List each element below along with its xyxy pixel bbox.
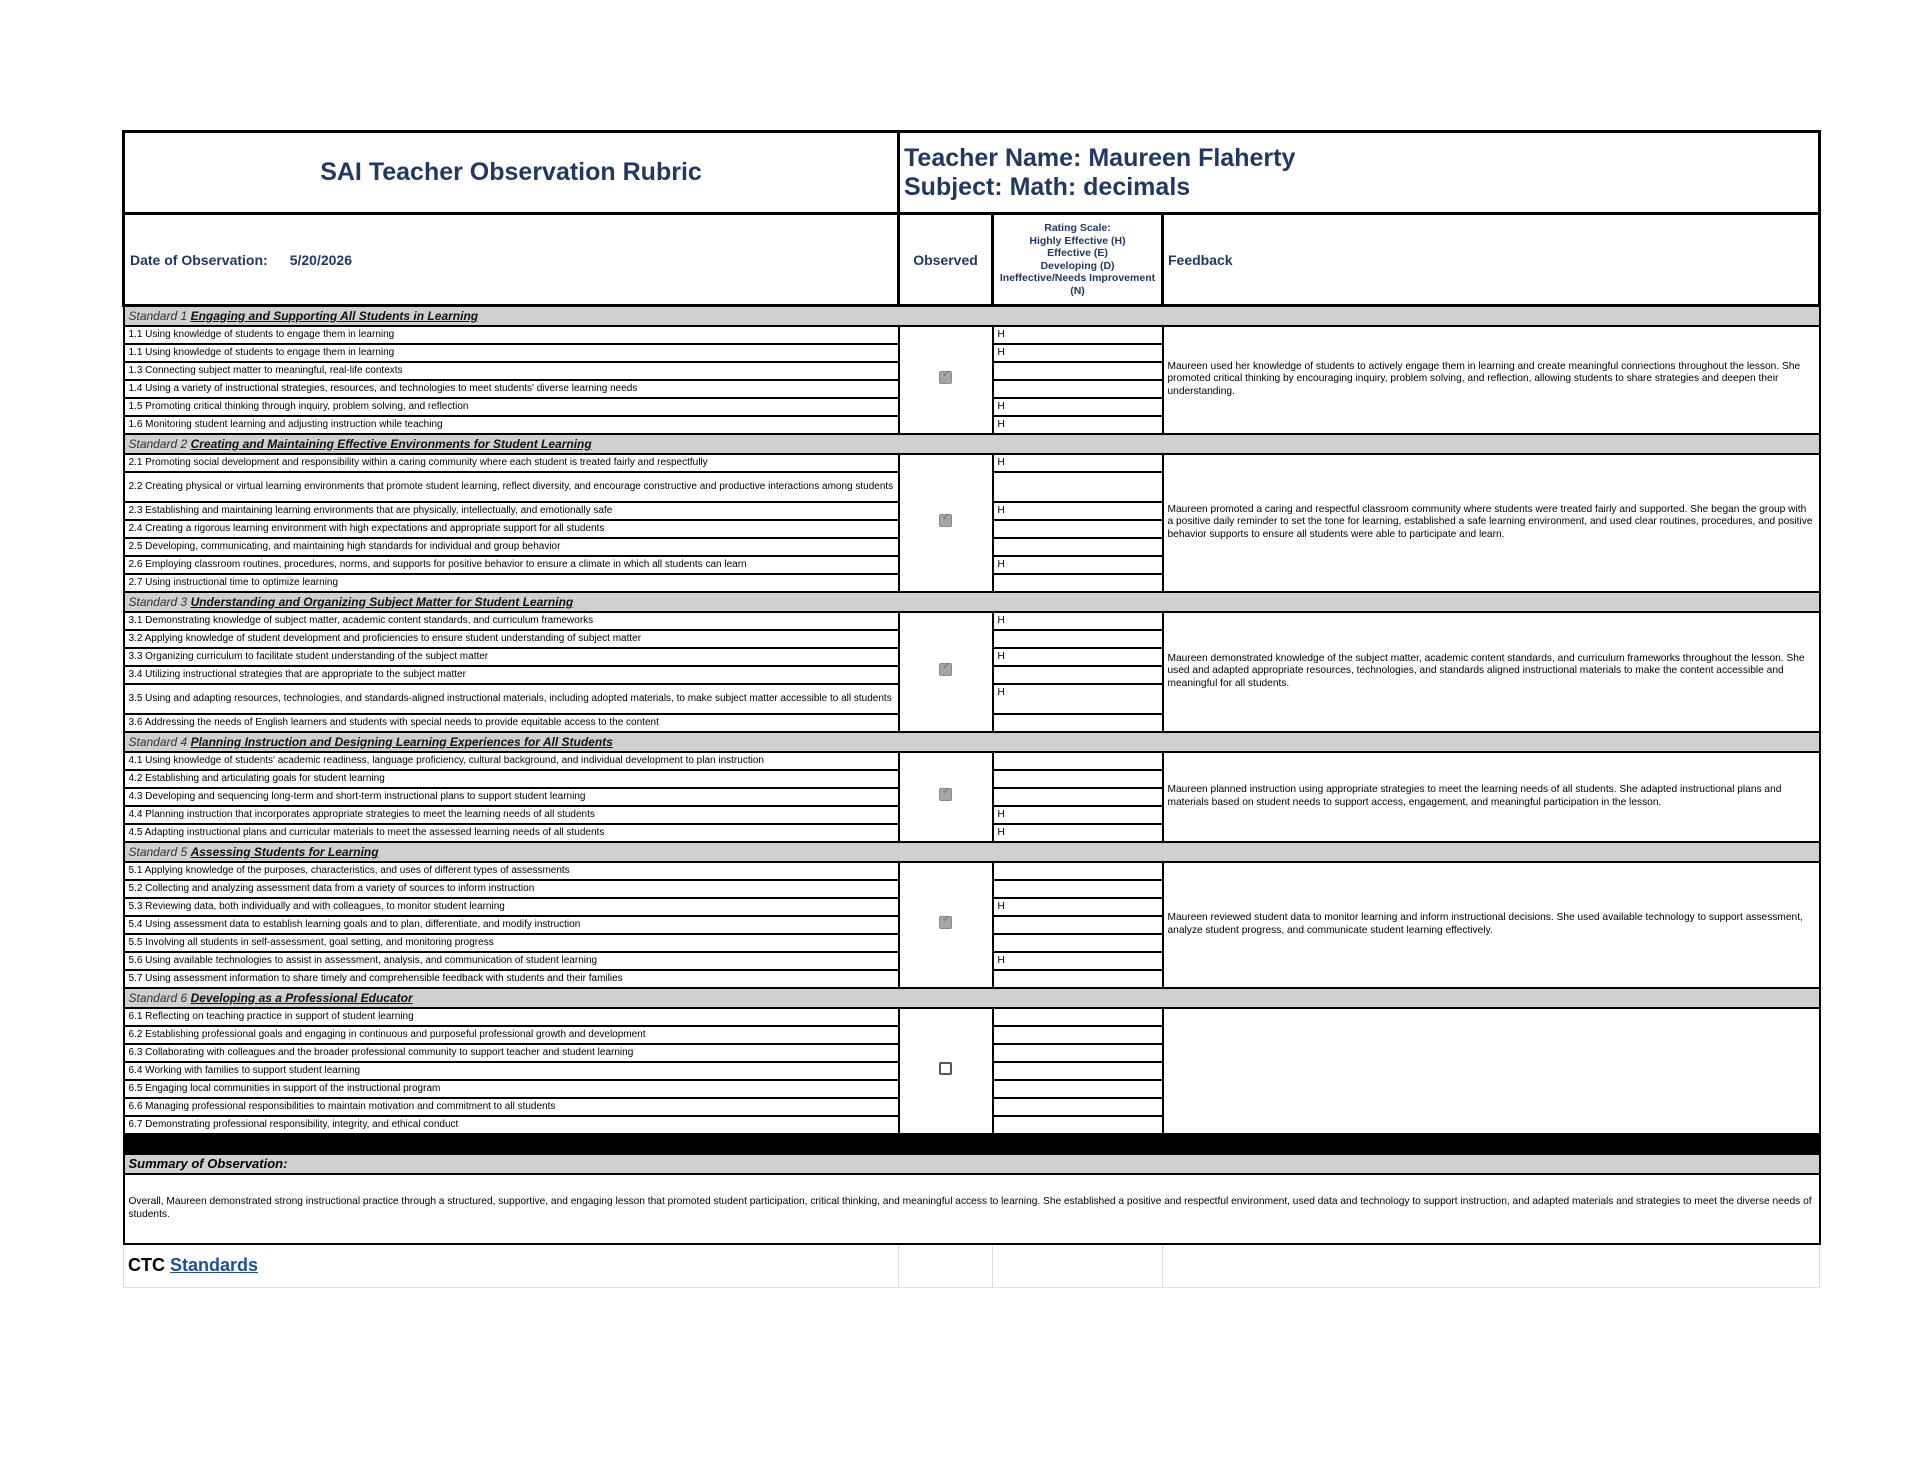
rating-cell[interactable] [993,538,1163,556]
criterion-text: 4.5 Adapting instructional plans and curricular materials to meet the assessed learning needs of all students [124,824,899,842]
checkmark-icon: ✓ [942,368,951,380]
feedback-cell[interactable] [1163,1008,1820,1134]
observed-cell [899,454,993,592]
criterion-text: 1.3 Connecting subject matter to meaningful, real-life contexts [124,362,899,380]
criterion-text: 6.2 Establishing professional goals and engaging in continuous and purposeful professional growth and development [124,1026,899,1044]
rating-cell[interactable]: H [993,556,1163,574]
standard-number: Standard 5 [128,844,188,859]
criterion-text: 5.6 Using available technologies to assist in assessment, analysis, and communication of student learning [124,952,899,970]
standard-title: Planning Instruction and Designing Learning Experiences for All Students [190,734,613,749]
standard-header-cell [124,434,1820,454]
standard-title: Developing as a Professional Educator [190,990,413,1005]
standard-title: Creating and Maintaining Effective Environments for Student Learning [190,436,592,451]
rating-cell[interactable] [993,1044,1163,1062]
standard-number: Standard 6 [128,990,188,1005]
rating-scale-line: Highly Effective (H) [1029,234,1126,247]
observed-cell [899,862,993,988]
rating-cell[interactable] [993,862,1163,880]
feedback-cell[interactable]: Maureen used her knowledge of students to actively engage them in learning and create meaningful connections throughout the lesson. She promoted critical thinking by encouraging inquiry, problem solving, and reflection, allowing students to share strategies and deepen their understanding. [1163,326,1820,434]
criterion-text: 2.3 Establishing and maintaining learning environments that are physically, intellectually, and emotionally safe [124,502,899,520]
standard-header-cell [124,732,1820,752]
rating-cell[interactable] [993,362,1163,380]
rating-scale-line: Ineffective/Needs Improvement [999,272,1156,284]
rating-scale-line: Rating Scale: [1044,222,1111,234]
rating-cell[interactable] [993,1080,1163,1098]
standard-header [124,732,1820,752]
criterion-text: 1.4 Using a variety of instructional strategies, resources, and technologies to meet students' diverse learning needs [124,380,899,398]
observed-header: Observed [899,214,993,306]
standard-title: Assessing Students for Learning [190,844,379,859]
rating-cell[interactable] [993,1008,1163,1026]
standard-number: Standard 1 [128,308,188,323]
criterion-text: 2.1 Promoting social development and responsibility within a caring community where each student is treated fairly and respectfully [124,454,899,472]
criterion-row [124,862,1820,880]
rating-cell[interactable] [993,934,1163,952]
criterion-text: 3.2 Applying knowledge of student development and proficiencies to ensure student understanding of subject matter [124,630,899,648]
criterion-text: 5.5 Involving all students in self-assessment, goal setting, and monitoring progress [124,934,899,952]
observed-checkbox[interactable] [939,660,952,676]
rating-cell[interactable] [993,1026,1163,1044]
criterion-row [124,612,1820,630]
rating-cell[interactable]: H [993,326,1163,344]
rating-cell[interactable]: H [993,502,1163,520]
standard-number: Standard 2 [128,436,188,451]
rating-cell[interactable] [993,880,1163,898]
standards-link[interactable]: Standards [170,1255,259,1276]
rating-cell[interactable]: H [993,806,1163,824]
criterion-text: 3.5 Using and adapting resources, technologies, and standards-aligned instructional materials, including adopted materials, to make subject matter accessible to all students [124,684,899,714]
checkmark-icon: ✓ [942,660,951,672]
criterion-text: 2.7 Using instructional time to optimize learning [124,574,899,592]
rubric-title: SAI Teacher Observation Rubric [124,132,899,214]
criterion-text: 3.3 Organizing curriculum to facilitate student understanding of the subject matter [124,648,899,666]
criterion-text: 3.4 Utilizing instructional strategies that are appropriate to the subject matter [124,666,899,684]
subject: Subject: Math: decimals [904,172,1191,201]
rating-scale-line: Effective (E) [1047,247,1108,259]
rating-scale-header [993,214,1163,306]
rating-scale-line: Developing (D) [1040,259,1115,272]
empty-cell [1163,1244,1820,1288]
criterion-text: 3.6 Addressing the needs of English learners and students with special needs to provide equitable access to the content [124,714,899,732]
rating-cell[interactable] [993,752,1163,770]
observed-checkbox[interactable] [939,511,952,527]
date-label: Date of Observation: [130,251,268,268]
standard-header-cell [124,306,1820,326]
observed-cell [899,1008,993,1134]
criterion-text: 6.5 Engaging local communities in support of the instructional program [124,1080,899,1098]
rating-cell[interactable]: H [993,824,1163,842]
standard-header [124,592,1820,612]
feedback-cell[interactable]: Maureen promoted a caring and respectful classroom community where students were treated fairly and supported. She began the group with a positive daily reminder to set the tone for learning, established a safe learning environment, and used clear routines, procedures, and positive behavior supports to ensure all students were able to participate and learn. [1163,454,1820,592]
rating-cell[interactable]: H [993,648,1163,666]
criterion-text: 2.2 Creating physical or virtual learning environments that promote student learning, reflect diversity, and encourage constructive and productive interactions among students [124,472,899,502]
standard-header-cell [124,842,1820,862]
rating-cell[interactable]: H [993,952,1163,970]
criterion-row [124,326,1820,344]
criterion-text: 4.2 Establishing and articulating goals for student learning [124,770,899,788]
rating-cell[interactable] [993,380,1163,398]
rating-cell[interactable]: H [993,898,1163,916]
criterion-text: 6.1 Reflecting on teaching practice in support of student learning [124,1008,899,1026]
standard-number: Standard 3 [128,594,188,609]
rating-cell[interactable] [993,1116,1163,1134]
rating-cell[interactable] [993,472,1163,502]
rating-cell[interactable]: H [993,684,1163,714]
standard-header-cell [124,988,1820,1008]
rating-cell[interactable] [993,574,1163,592]
criterion-text: 4.3 Developing and sequencing long-term and short-term instructional plans to support student learning [124,788,899,806]
rating-cell[interactable] [993,630,1163,648]
rating-cell[interactable] [993,1098,1163,1116]
criterion-text: 1.1 Using knowledge of students to engage them in learning [124,344,899,362]
criterion-text: 3.1 Demonstrating knowledge of subject matter, academic content standards, and curriculum frameworks [124,612,899,630]
criterion-text: 6.6 Managing professional responsibilities to maintain motivation and commitment to all students [124,1098,899,1116]
feedback-cell[interactable]: Maureen demonstrated knowledge of the subject matter, academic content standards, and curriculum frameworks throughout the lesson. She used and adapted appropriate resources, technologies, and standards aligned instructional materials to make the content accessible and meaningful for all students. [1163,612,1820,732]
rating-cell[interactable]: H [993,454,1163,472]
rating-cell[interactable] [993,770,1163,788]
checkmark-icon: ✓ [942,511,951,523]
criterion-text: 5.4 Using assessment data to establish learning goals and to plan, differentiate, and modify instruction [124,916,899,934]
criterion-text: 2.6 Employing classroom routines, procedures, norms, and supports for positive behavior to ensure a climate in which all students can learn [124,556,899,574]
rating-scale-line: (N) [1070,284,1085,297]
empty-cell [899,1244,993,1288]
criterion-text: 1.1 Using knowledge of students to engage them in learning [124,326,899,344]
checkmark-icon: ✓ [942,913,951,925]
empty-cell [993,1244,1163,1288]
criterion-row [124,454,1820,472]
checkmark-icon: ✓ [942,785,951,797]
criterion-text: 4.4 Planning instruction that incorporates appropriate strategies to meet the learning needs of all students [124,806,899,824]
criterion-text: 4.1 Using knowledge of students' academic readiness, language proficiency, cultural background, and individual development to plan instruction [124,752,899,770]
criterion-row [124,1008,1820,1026]
rating-cell[interactable] [993,1062,1163,1080]
standard-title: Engaging and Supporting All Students in Learning [190,308,479,323]
separator-bar [124,1134,1820,1154]
rating-cell[interactable]: H [993,344,1163,362]
rating-cell[interactable] [993,520,1163,538]
criterion-text: 6.4 Working with families to support student learning [124,1062,899,1080]
criterion-text: 1.6 Monitoring student learning and adjusting instruction while teaching [124,416,899,434]
criterion-text: 5.3 Reviewing data, both individually and with colleagues, to monitor student learning [124,898,899,916]
observed-cell [899,326,993,434]
feedback-header: Feedback [1163,214,1820,306]
feedback-cell[interactable]: Maureen reviewed student data to monitor learning and inform instructional decisions. She used available technology to support assessment, analyze student progress, and communicate student learning effectively. [1163,862,1820,988]
feedback-cell[interactable]: Maureen planned instruction using appropriate strategies to meet the learning needs of all students. She adapted instructional plans and materials based on student needs to support access, engagement, and meaningful participation in the lesson. [1163,752,1820,842]
ctc-standards [124,1244,899,1288]
standard-header [124,306,1820,326]
standard-header [124,988,1820,1008]
criterion-text: 5.7 Using assessment information to share timely and comprehensible feedback with students and their families [124,970,899,988]
standard-title: Understanding and Organizing Subject Matter for Student Learning [190,594,574,609]
criterion-row [124,752,1820,770]
criterion-text: 1.5 Promoting critical thinking through inquiry, problem solving, and reflection [124,398,899,416]
observed-checkbox[interactable] [939,1062,952,1075]
criterion-text: 2.5 Developing, communicating, and maintaining high standards for individual and group behavior [124,538,899,556]
rubric-sheet [122,130,1818,1288]
summary-text[interactable]: Overall, Maureen demonstrated strong instructional practice through a structured, supportive, and engaging lesson that promoted student participation, critical thinking, and meaningful access to learning. She established a positive and respectful environment, used data and technology to support instruction, and adapted materials and strategies to meet the diverse needs of students. [124,1174,1820,1244]
ctc-label: CTC [128,1255,165,1276]
observed-checkbox[interactable] [939,785,952,801]
date-value[interactable]: 5/20/2026 [289,251,352,268]
criterion-text: 6.3 Collaborating with colleagues and the broader professional community to support teacher and student learning [124,1044,899,1062]
date-of-observation [124,214,899,306]
standard-header [124,434,1820,454]
rubric-table [122,130,1821,1288]
teacher-info [899,132,1820,214]
rating-cell[interactable]: H [993,398,1163,416]
observed-checkbox[interactable] [939,368,952,384]
rating-cell[interactable]: H [993,416,1163,434]
summary-label: Summary of Observation: [124,1154,1820,1174]
rating-cell[interactable]: H [993,612,1163,630]
standard-header-cell [124,592,1820,612]
criterion-text: 6.7 Demonstrating professional responsibility, integrity, and ethical conduct [124,1116,899,1134]
rating-cell[interactable] [993,788,1163,806]
observed-cell [899,612,993,732]
criterion-text: 5.2 Collecting and analyzing assessment data from a variety of sources to inform instruction [124,880,899,898]
rating-cell[interactable] [993,714,1163,732]
observed-checkbox[interactable] [939,913,952,929]
standard-header [124,842,1820,862]
observed-cell [899,752,993,842]
teacher-name: Teacher Name: Maureen Flaherty [904,143,1296,172]
rating-cell[interactable] [993,916,1163,934]
standard-number: Standard 4 [128,734,188,749]
rating-cell[interactable] [993,970,1163,988]
separator-bar-cell [124,1134,1820,1154]
criterion-text: 5.1 Applying knowledge of the purposes, characteristics, and uses of different types of assessments [124,862,899,880]
rating-cell[interactable] [993,666,1163,684]
criterion-text: 2.4 Creating a rigorous learning environment with high expectations and appropriate support for all students [124,520,899,538]
